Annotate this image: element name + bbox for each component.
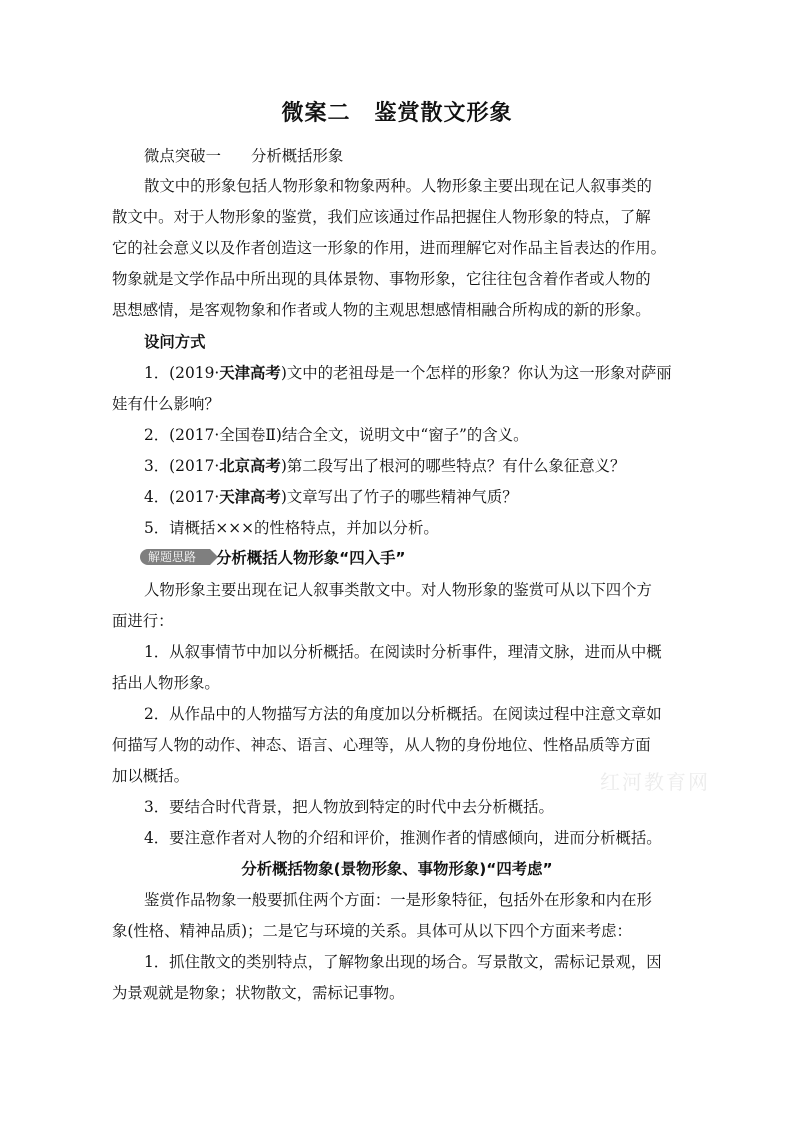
subheading — [144, 146, 720, 166]
section1-line: 面进行： — [112, 612, 174, 630]
section1-line: 4．要注意作者对人物的介绍和评价，推测作者的情感倾向，进而分析概括。 — [144, 829, 662, 847]
section1-line: 加以概括。 — [112, 767, 189, 785]
section1-line: 2．从作品中的人物描写方法的角度加以分析概括。在阅读过程中注意文章如 — [144, 705, 662, 723]
title-part1: 微案二 — [281, 101, 351, 126]
subheading-part1: 微点突破一 — [144, 147, 221, 165]
section1-heading-row — [140, 548, 716, 568]
question-text: )文章写出了竹子的哪些精神气质？ — [280, 488, 518, 506]
page-title — [0, 96, 794, 127]
section2-line: 象(性格、精神品质)；二是它与环境的关系。具体可从以下四个方面来考虑： — [112, 922, 632, 940]
section2-heading: 分析概括物象(景物形象、事物形象)“四考虑” — [241, 860, 553, 878]
title-part2: 鉴赏散文形象 — [374, 101, 513, 126]
question-source: 北京高考 — [219, 457, 281, 475]
question-continuation: 娃有什么影响？ — [112, 395, 220, 413]
question-item — [144, 456, 720, 476]
watermark: 红河教育网 — [600, 770, 710, 794]
question-item: 2．(2017·全国卷Ⅱ)结合全文，说明文中“窗子”的含义。 — [144, 426, 529, 444]
section1-line: 何描写人物的动作、神态、语言、心理等，从人物的身份地位、性格品质等方面 — [112, 736, 651, 754]
question-prefix: 3．(2017· — [144, 457, 220, 475]
section2-line: 1．抓住散文的类别特点，了解物象出现的场合。写景散文，需标记景观，因 — [144, 953, 662, 971]
question-text: )文中的老祖母是一个怎样的形象？你认为这一形象对萨丽 — [280, 364, 672, 382]
question-item: 5．请概括×××的性格特点，并加以分析。 — [144, 519, 439, 537]
question-prefix: 4．(2017· — [144, 488, 220, 506]
intro-line: 物象就是文学作品中所出现的具体景物、事物形象，它往往包含着作者或人物的 — [112, 270, 651, 288]
question-item — [144, 363, 720, 383]
question-text: )第二段写出了根河的哪些特点？有什么象征意义？ — [280, 457, 626, 475]
question-source: 天津高考 — [219, 488, 281, 506]
section1-line: 括出人物形象。 — [112, 674, 220, 692]
section2-line: 鉴赏作品物象一般要抓住两个方面：一是形象特征，包括外在形象和内在形 — [144, 891, 652, 909]
intro-line: 散文中的形象包括人物形象和物象两种。人物形象主要出现在记人叙事类的 — [144, 177, 652, 195]
subheading-part2: 分析概括形象 — [250, 147, 344, 165]
intro-line: 思想感情，是客观物象和作者或人物的主观思想感情相融合所构成的新的形象。 — [112, 301, 651, 319]
intro-line: 散文中。对于人物形象的鉴赏，我们应该通过作品把握住人物形象的特点，了解 — [112, 208, 651, 226]
section1-heading: 分析概括人物形象“四入手” — [216, 549, 406, 567]
question-heading: 设问方式 — [144, 333, 206, 351]
section1-line: 1．从叙事情节中加以分析概括。在阅读时分析事件，理清文脉，进而从中概 — [144, 643, 662, 661]
question-source: 天津高考 — [219, 364, 281, 382]
question-prefix: 1．(2019· — [144, 364, 220, 382]
solution-tag: 解题思路 — [140, 549, 210, 565]
section2-line: 为景观就是物象；状物散文，需标记事物。 — [112, 984, 405, 1002]
section1-line: 3．要结合时代背景，把人物放到特定的时代中去分析概括。 — [144, 798, 554, 816]
section1-line: 人物形象主要出现在记人叙事类散文中。对人物形象的鉴赏可从以下四个方 — [144, 581, 652, 599]
intro-line: 它的社会意义以及作者创造这一形象的作用，进而理解它对作品主旨表达的作用。 — [112, 239, 667, 257]
question-item — [144, 487, 720, 507]
